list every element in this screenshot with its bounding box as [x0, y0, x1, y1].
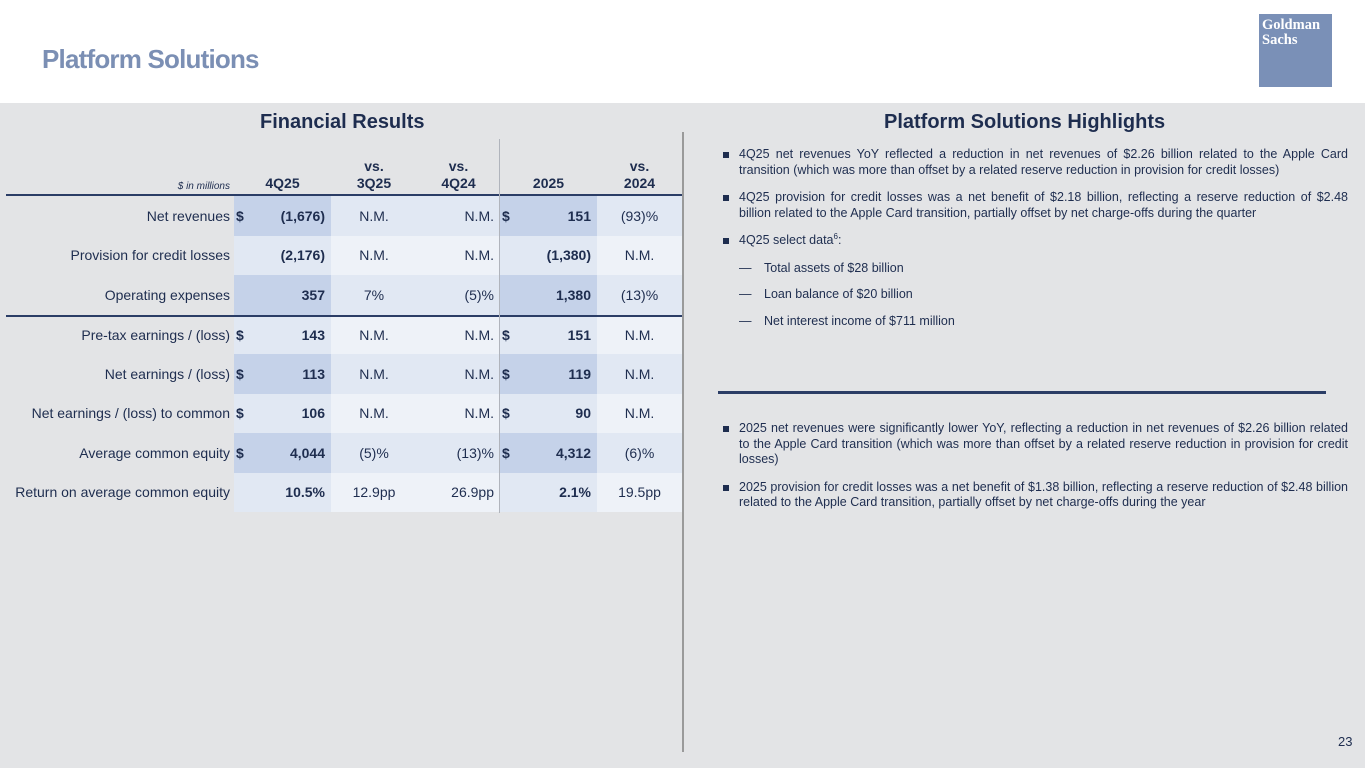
select-data-colon: :: [837, 233, 842, 247]
value-vs-3q25: 12.9pp: [331, 473, 417, 513]
page-number: 23: [1338, 734, 1353, 749]
value-vs-2024: N.M.: [597, 354, 682, 394]
row-label: Net revenues: [146, 207, 230, 224]
row-label: Net earnings / (loss) to common: [31, 405, 230, 422]
value-vs-3q25: N.M.: [331, 354, 417, 394]
footnote-ref: 6: [833, 231, 838, 241]
value-vs-3q25: N.M.: [331, 317, 417, 355]
highlights-year: [722, 421, 1348, 523]
page-title: Platform Solutions: [42, 44, 259, 74]
table-body: [6, 196, 682, 512]
table-row: [6, 433, 682, 473]
value-vs-2024: N.M.: [597, 394, 682, 434]
value-vs-4q24: 26.9pp: [417, 473, 500, 513]
value-vs-3q25: N.M.: [331, 394, 417, 434]
select-data-label: 4Q25 select data: [739, 233, 834, 247]
value-4q25: $ 106: [234, 394, 331, 434]
sub-bullet-item: — Loan balance of $20 billion: [722, 287, 1348, 303]
value-2025: $ 151: [500, 317, 597, 355]
table-row: [6, 315, 682, 355]
value-vs-2024: N.M.: [597, 317, 682, 355]
col-header-2025: 2025: [532, 175, 565, 191]
value-4q25: 357: [234, 275, 331, 315]
col-header-4q25: 4Q25: [265, 175, 300, 191]
value-vs-3q25: N.M.: [331, 196, 417, 236]
highlights-quarter: [722, 147, 1348, 340]
table-header: [6, 140, 682, 196]
bullet-item: 2025 provision for credit losses was a net benefit of $1.38 billion, reflecting a reserve reduction of $2.48 billion related to the Apple Card transition, partially offset by net charge-offs during the year: [722, 480, 1348, 511]
value-2025: (1,380): [500, 236, 597, 276]
value-4q25: $ 113: [234, 354, 331, 394]
value-vs-3q25: (5)%: [331, 433, 417, 473]
highlights-divider: [718, 391, 1326, 394]
financial-results-table: [6, 140, 682, 512]
col-header-vs-3q25: vs. 3Q25: [356, 158, 392, 191]
col-header-vs-2024: vs. 2024: [623, 158, 656, 191]
row-label: Operating expenses: [104, 286, 230, 303]
row-label: Pre-tax earnings / (loss): [81, 327, 230, 344]
bullet-item: 4Q25 provision for credit losses was a net benefit of $2.18 billion, reflecting a reserve reduction of $2.48 billion related to the Apple Card transition, partially offset by net charge-offs during the quarter: [722, 190, 1348, 221]
sub-bullet-item: — Net interest income of $711 million: [722, 314, 1348, 330]
table-row: [6, 354, 682, 394]
value-vs-4q24: N.M.: [417, 394, 500, 434]
value-4q25: $ 143: [234, 317, 331, 355]
value-2025: $ 90: [500, 394, 597, 434]
value-vs-4q24: (5)%: [417, 275, 500, 315]
col-header-vs-4q24: vs. 4Q24: [441, 158, 476, 191]
financial-results-title: Financial Results: [260, 111, 425, 133]
bullet-item: 2025 net revenues were significantly lower YoY, reflecting a reduction in net revenues of $2.26 billion related to the Apple Card transition (which was more than offset by a related reserve reduction in provision for credit losses): [722, 421, 1348, 468]
value-2025: 2.1%: [500, 473, 597, 513]
row-label: Provision for credit losses: [70, 247, 230, 264]
value-vs-2024: (6)%: [597, 433, 682, 473]
row-label: Average common equity: [79, 444, 230, 461]
value-2025: 1,380: [500, 275, 597, 315]
value-4q25: $ 4,044: [234, 433, 331, 473]
bullet-item: [722, 233, 1348, 249]
value-vs-4q24: N.M.: [417, 317, 500, 355]
value-vs-2024: (93)%: [597, 196, 682, 236]
table-row: [6, 236, 682, 276]
row-label: Net earnings / (loss): [104, 365, 230, 382]
value-vs-3q25: N.M.: [331, 236, 417, 276]
table-period-divider: [499, 139, 500, 513]
table-row: [6, 394, 682, 434]
value-4q25: (2,176): [234, 236, 331, 276]
header-bar: [0, 0, 1365, 103]
column-divider: [682, 132, 684, 752]
sub-bullet-item: — Total assets of $28 billion: [722, 261, 1348, 277]
value-vs-2024: N.M.: [597, 236, 682, 276]
value-2025: $ 4,312: [500, 433, 597, 473]
value-vs-2024: 19.5pp: [597, 473, 682, 513]
table-row: [6, 275, 682, 315]
value-vs-4q24: N.M.: [417, 236, 500, 276]
value-vs-4q24: N.M.: [417, 354, 500, 394]
value-vs-4q24: (13)%: [417, 433, 500, 473]
value-vs-3q25: 7%: [331, 275, 417, 315]
units-label: $ in millions: [177, 181, 230, 192]
value-vs-4q24: N.M.: [417, 196, 500, 236]
value-4q25: $ (1,676): [234, 196, 331, 236]
table-row: [6, 196, 682, 236]
table-row: [6, 473, 682, 513]
value-vs-2024: (13)%: [597, 275, 682, 315]
highlights-title: Platform Solutions Highlights: [884, 111, 1166, 133]
value-4q25: 10.5%: [234, 473, 331, 513]
value-2025: $ 151: [500, 196, 597, 236]
bullet-item: 4Q25 net revenues YoY reflected a reduction in net revenues of $2.26 billion related to the Apple Card transition (which was more than offset by a related reserve reduction in provision for credit losses): [722, 147, 1348, 178]
row-label: Return on average common equity: [15, 484, 230, 501]
logo-line-1: Goldman: [1262, 17, 1321, 33]
goldman-sachs-logo: [1259, 14, 1332, 87]
value-2025: $ 119: [500, 354, 597, 394]
logo-line-2: Sachs: [1262, 32, 1298, 48]
